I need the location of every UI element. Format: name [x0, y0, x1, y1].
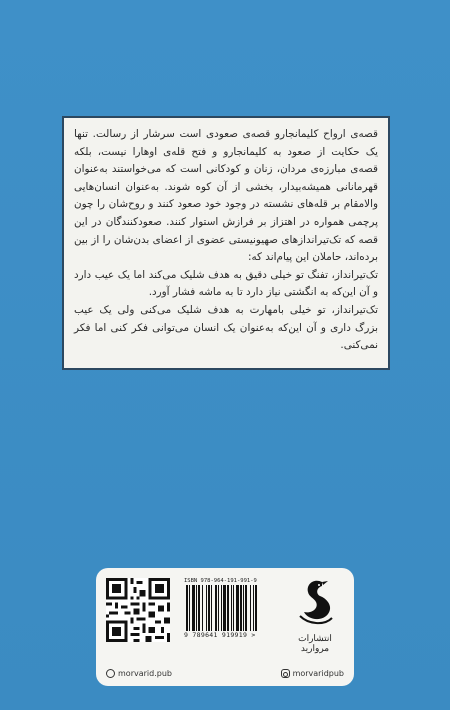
swan-logo-icon [292, 576, 338, 628]
blurb-panel [62, 116, 390, 370]
isbn-label: ISBN 978-964-191-991-9 [184, 578, 257, 584]
barcode-block [184, 578, 276, 644]
social-links [96, 669, 354, 678]
globe-icon [106, 669, 115, 678]
instagram-text: morvaridpub [292, 669, 344, 678]
blurb-paragraph-1: قصه‌ی ارواح کلیمانجارو قصه‌ی صعودی است سرشار از رسالت. تنها یک حکایت از صعود به کلیمانجارو و فتح قله‌ی اوهارا نیست، بلکه قصه‌ی مبارزه‌ی مردان، زنان و کودکانی است که می‌خواستند به‌عنوان قهرمانانی همیشه‌بیدار، بخشی از آن کوه شوند. به‌عنوان انسان‌هایی والامقام بر قله‌های نشسته در وجود خود صعود کنند و روح‌شان را چون پرچمی همواره در اهتزاز بر فرازش استوار کنند. صعودکنندگان در این قصه که تک‌تیراندازهای صهیونیستی عضوی از اعضای بدن‌شان را از بین برده‌اند، حاملان این پیام‌اند که: [74, 128, 378, 264]
publisher-info-box [96, 568, 354, 686]
publisher-name: انتشارات مروارید [298, 634, 332, 654]
instagram-link[interactable] [281, 669, 344, 678]
publisher-logo [284, 576, 346, 654]
instagram-icon [281, 669, 290, 678]
blurb-paragraph-2: تک‌تیرانداز، تفنگ تو خیلی دقیق به هدف شلیک می‌کند اما یک عیب دارد و آن این‌که به انگشتی نیاز دارد تا به ماشه فشار آورد. [74, 268, 378, 299]
website-text: morvarid.pub [118, 669, 172, 678]
qr-code-icon [106, 578, 170, 642]
blurb-paragraph-3: تک‌تیرانداز، تو خیلی بامهارت به هدف شلیک می‌کنی ولی یک عیب بزرگ داری و آن این‌که به‌عنوان یک انسان می‌توانی فکر کنی اما فکر نمی‌کنی. [74, 303, 378, 352]
website-link[interactable] [106, 669, 172, 678]
barcode-icon [184, 585, 276, 631]
barcode-digits: 9 789641 919919 > [184, 631, 256, 639]
